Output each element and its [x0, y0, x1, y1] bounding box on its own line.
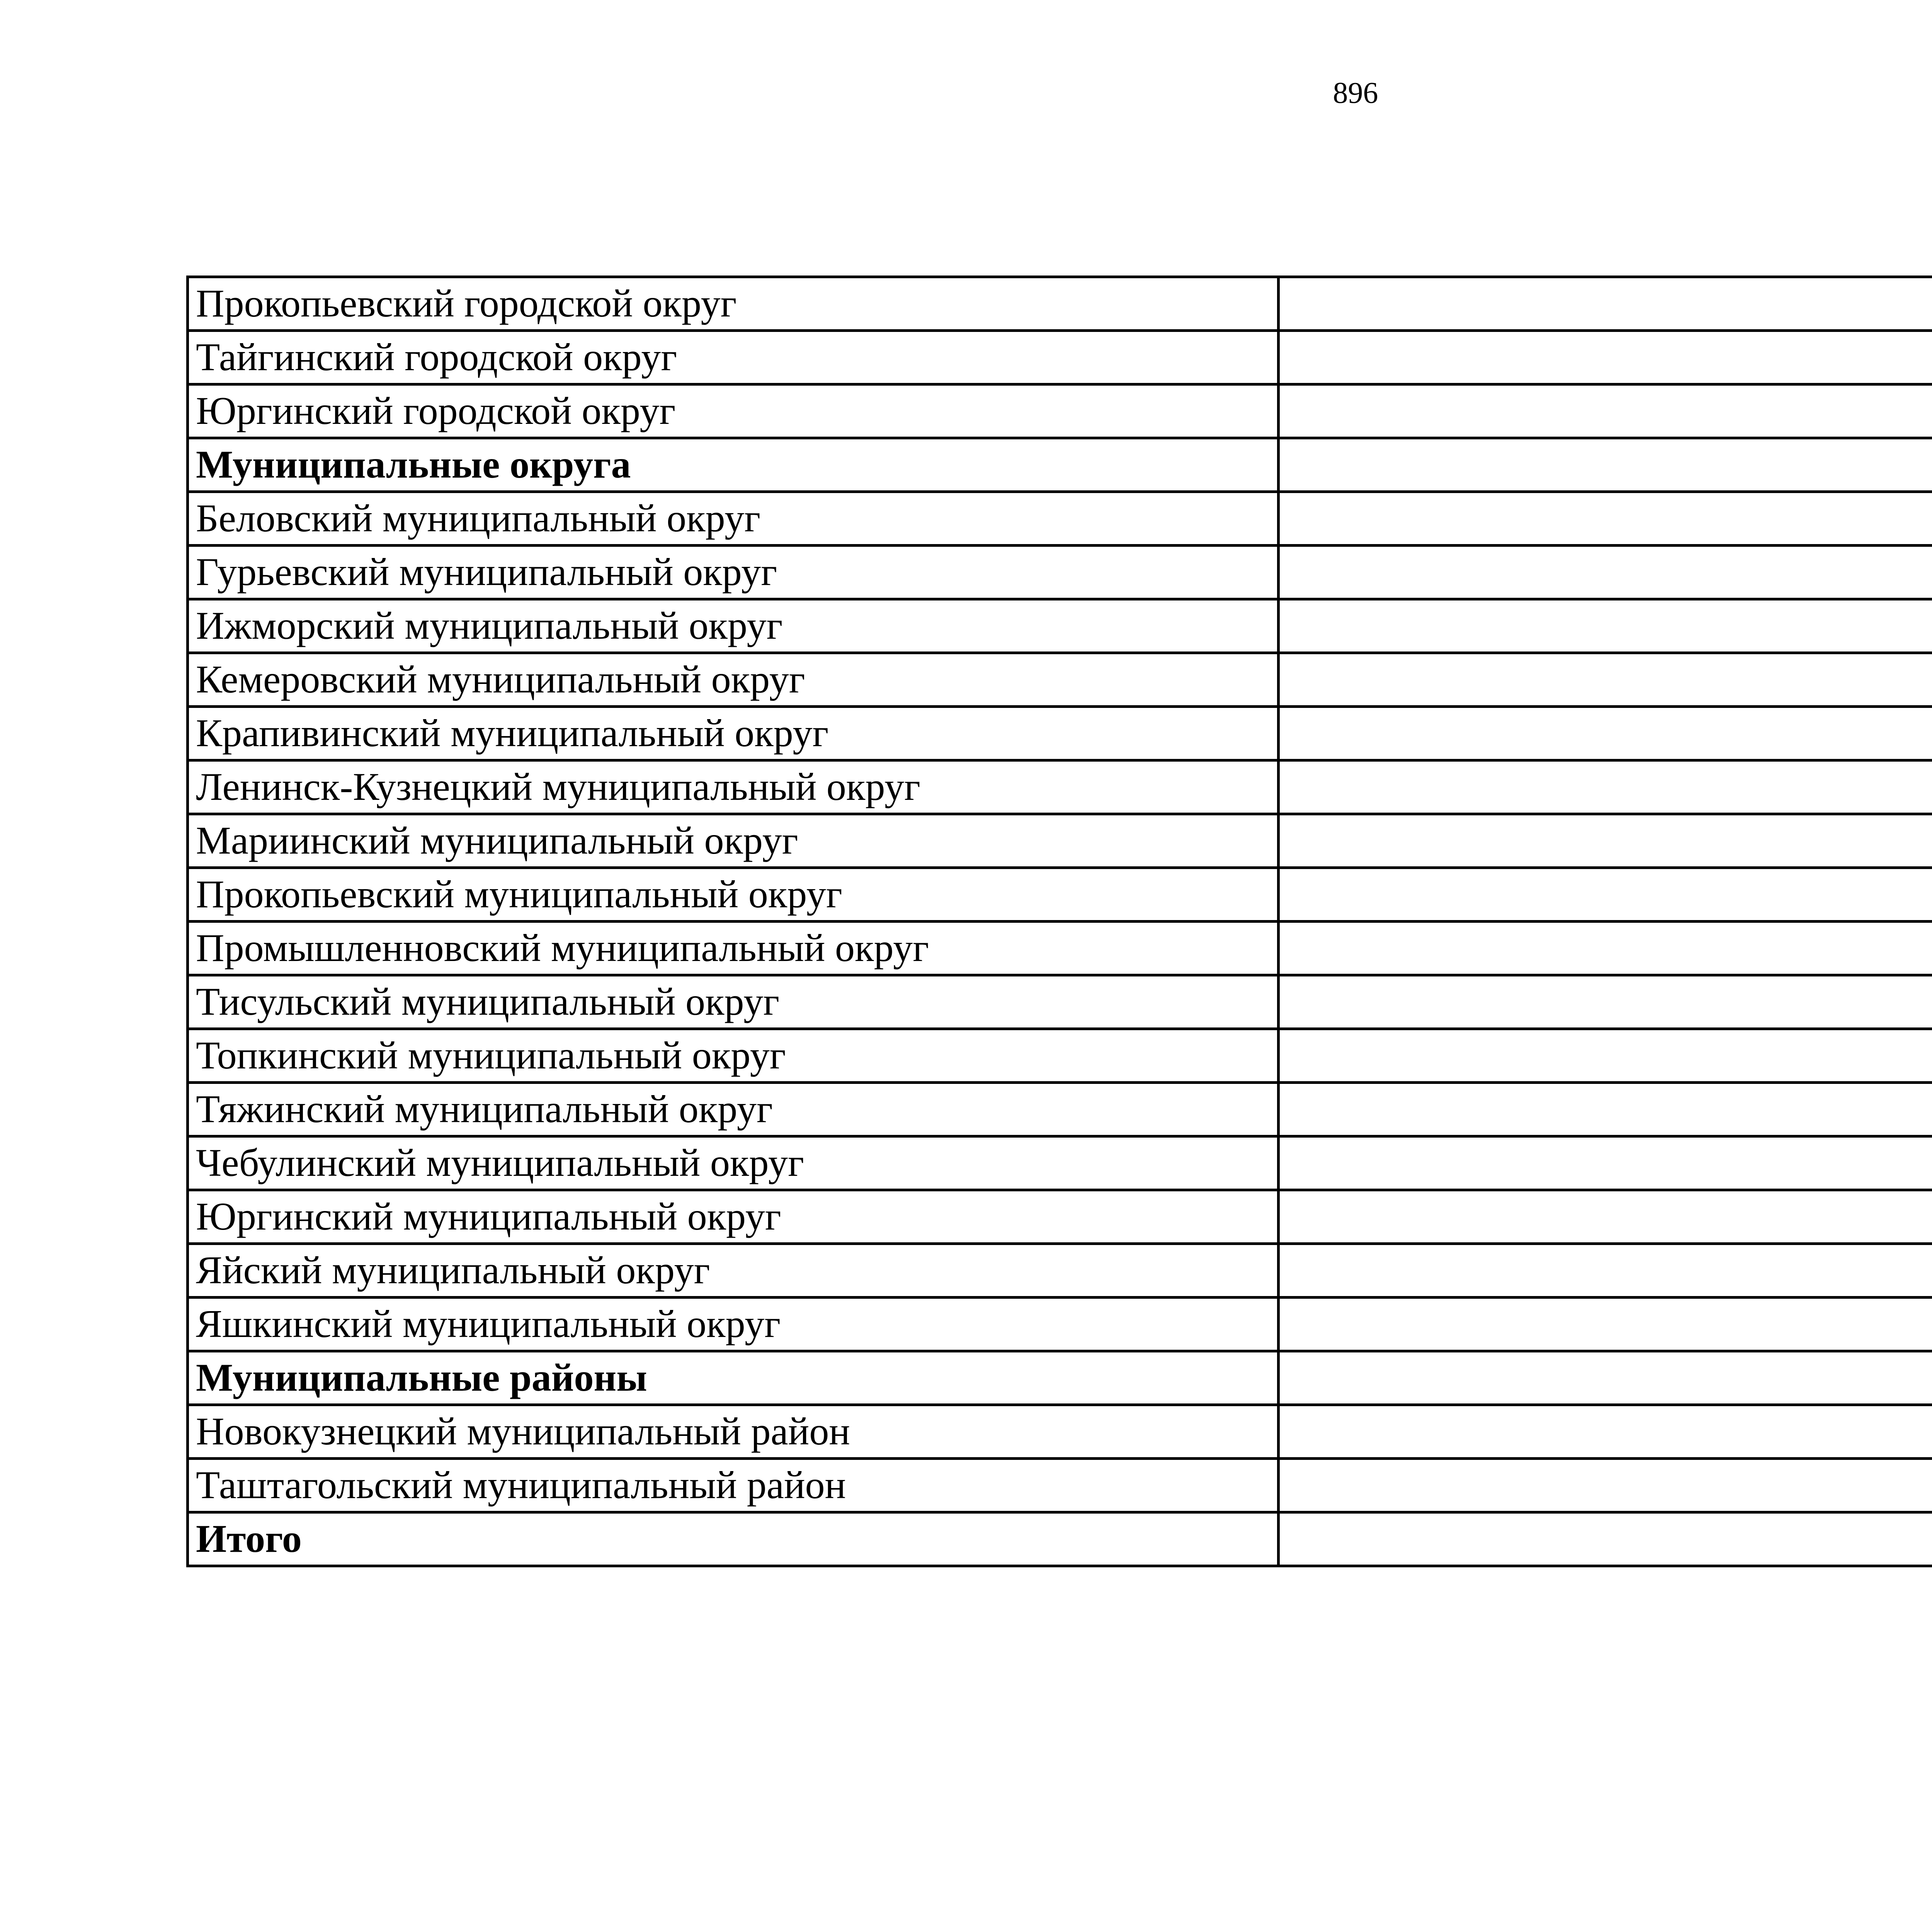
- row-name-cell: Топкинский муниципальный округ: [188, 1029, 1279, 1083]
- table-row: [188, 975, 1932, 1029]
- table-row: [188, 868, 1932, 922]
- row-value-cell: [1279, 1459, 1932, 1512]
- row-value-cell: [1279, 975, 1932, 1029]
- row-value-cell: [1279, 331, 1932, 384]
- row-name-cell: Яшкинский муниципальный округ: [188, 1298, 1279, 1351]
- row-name-cell: Тайгинский городской округ: [188, 331, 1279, 384]
- row-name-cell: Гурьевский муниципальный округ: [188, 546, 1279, 599]
- table-row: [188, 922, 1932, 975]
- row-name-cell: Кемеровский муниципальный округ: [188, 653, 1279, 707]
- table-row: [188, 653, 1932, 707]
- row-name-cell: Чебулинский муниципальный округ: [188, 1136, 1279, 1190]
- row-value-cell: [1279, 599, 1932, 653]
- row-value-cell: [1279, 438, 1932, 492]
- row-value-cell: [1279, 1405, 1932, 1459]
- row-value-cell: [1279, 1512, 1932, 1566]
- row-name-cell: Тяжинский муниципальный округ: [188, 1083, 1279, 1136]
- row-name-cell: Мариинский муниципальный округ: [188, 814, 1279, 868]
- row-value-cell: [1279, 1244, 1932, 1298]
- table-row: [188, 546, 1932, 599]
- table-row: [188, 1136, 1932, 1190]
- row-value-cell: [1279, 1136, 1932, 1190]
- row-name-cell: Тисульский муниципальный округ: [188, 975, 1279, 1029]
- row-value-cell: [1279, 760, 1932, 814]
- table-row-subtotal: [188, 438, 1932, 492]
- table-body: [188, 277, 1932, 1566]
- row-name-cell: Юргинский муниципальный округ: [188, 1190, 1279, 1244]
- row-name-cell: Итого: [188, 1512, 1279, 1566]
- row-value-cell: [1279, 814, 1932, 868]
- row-name-cell: Ижморский муниципальный округ: [188, 599, 1279, 653]
- row-name-cell: Муниципальные районы: [188, 1351, 1279, 1405]
- row-value-cell: [1279, 1298, 1932, 1351]
- table-row: [188, 1405, 1932, 1459]
- table-row: [188, 1298, 1932, 1351]
- row-name-cell: Промышленновский муниципальный округ: [188, 922, 1279, 975]
- allocation-table: [186, 276, 1932, 1567]
- table-row: [188, 384, 1932, 438]
- table-row: [188, 707, 1932, 760]
- row-value-cell: [1279, 1083, 1932, 1136]
- table-row: [188, 1459, 1932, 1512]
- row-value-cell: [1279, 868, 1932, 922]
- table-row-subtotal: [188, 1351, 1932, 1405]
- row-name-cell: Крапивинский муниципальный округ: [188, 707, 1279, 760]
- row-name-cell: Муниципальные округа: [188, 438, 1279, 492]
- row-name-cell: Прокопьевский городской округ: [188, 277, 1279, 331]
- row-name-cell: Новокузнецкий муниципальный район: [188, 1405, 1279, 1459]
- row-value-cell: [1279, 384, 1932, 438]
- row-name-cell: Яйский муниципальный округ: [188, 1244, 1279, 1298]
- table-row: [188, 1190, 1932, 1244]
- table-row: [188, 1244, 1932, 1298]
- row-value-cell: [1279, 1190, 1932, 1244]
- row-name-cell: Ленинск-Кузнецкий муниципальный округ: [188, 760, 1279, 814]
- table-row: [188, 492, 1932, 546]
- row-value-cell: [1279, 653, 1932, 707]
- row-name-cell: Юргинский городской округ: [188, 384, 1279, 438]
- row-value-cell: [1279, 707, 1932, 760]
- table-row: [188, 1083, 1932, 1136]
- row-value-cell: [1279, 1351, 1932, 1405]
- table-row: [188, 599, 1932, 653]
- row-value-cell: [1279, 277, 1932, 331]
- table-row: [188, 331, 1932, 384]
- table-row: [188, 760, 1932, 814]
- table-row: [188, 277, 1932, 331]
- row-name-cell: Прокопьевский муниципальный округ: [188, 868, 1279, 922]
- row-name-cell: Беловский муниципальный округ: [188, 492, 1279, 546]
- row-value-cell: [1279, 1029, 1932, 1083]
- page-number: 896: [1333, 76, 1378, 109]
- table-row: [188, 814, 1932, 868]
- table-row: [188, 1029, 1932, 1083]
- row-name-cell: Таштагольский муниципальный район: [188, 1459, 1279, 1512]
- row-value-cell: [1279, 922, 1932, 975]
- row-value-cell: [1279, 546, 1932, 599]
- table-row-subtotal: [188, 1512, 1932, 1566]
- row-value-cell: [1279, 492, 1932, 546]
